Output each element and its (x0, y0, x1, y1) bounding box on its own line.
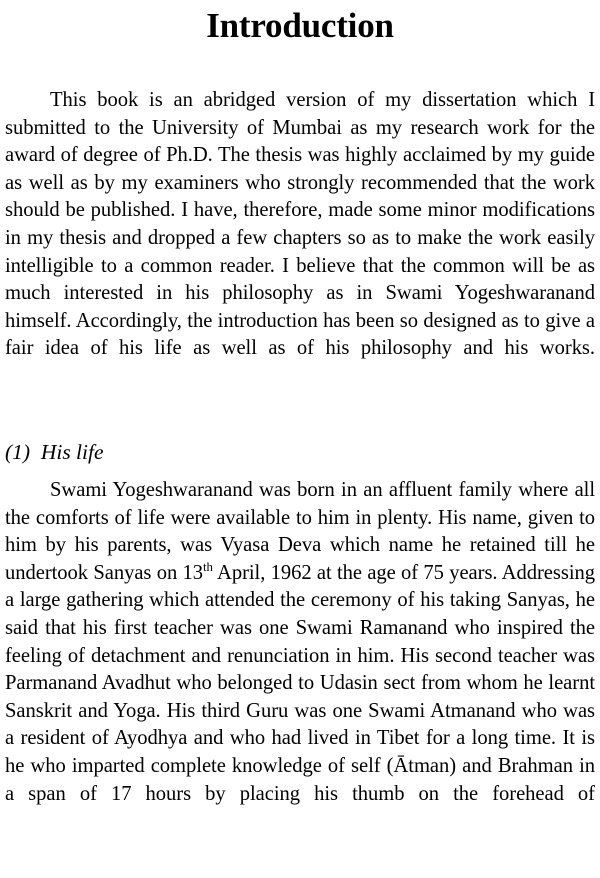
section-heading-his-life: (1) His life (5, 440, 104, 464)
intro-paragraph: This book is an abridged version of my dissertation which I submitted to the University of Mumbai as my research work for the award of degree of Ph.D. The thesis was highly acclaimed by my guide as well as by my examiners who strongly recommended that the work should be published. I have, therefore, made some minor modifications in my thesis and dropped a few chapters so as to make the work easily intelligible to a common reader. I believe that the common will be as much interested in his philosophy as in Swami Yogeshwaranand himself. Accordingly, the introduction has been so designed as to give a fair idea of his life as well as of his philosophy and his works. (5, 89, 595, 360)
his-life-text-part-1: Swami Yogeshwaranand was born in an affluent family where all the comforts of life were available to him in plenty. His name, given to him by his parents, was Vyasa Deva which name he retained till he undertook Sanyas on 13 (5, 479, 595, 584)
his-life-text-part-2: April, 1962 at the age of 75 years. Addressing a large gathering which attended the ceremony of his taking Sanyas, he said that his first teacher was one Swami Ramanand who inspired the feeling of detachment and renunciation in him. His second teacher was Parmanand Avadhut who belonged to Udasin sect from whom he learnt Sanskrit and Yoga. His third Guru was one Swami Atmanand who was a resident of Ayodhya and who had lived in Tibet for a long time. It is he who imparted complete knowledge of self (Ātman) and Brahman in a span of 17 hours by placing his thumb on the forehead of (5, 561, 595, 805)
ordinal-suffix: th (203, 559, 213, 574)
intro-paragraph-block (5, 87, 595, 391)
section-heading-block (5, 439, 595, 467)
his-life-paragraph (5, 477, 595, 836)
page-title: Introduction (206, 6, 394, 45)
his-life-paragraph-block (5, 477, 595, 836)
